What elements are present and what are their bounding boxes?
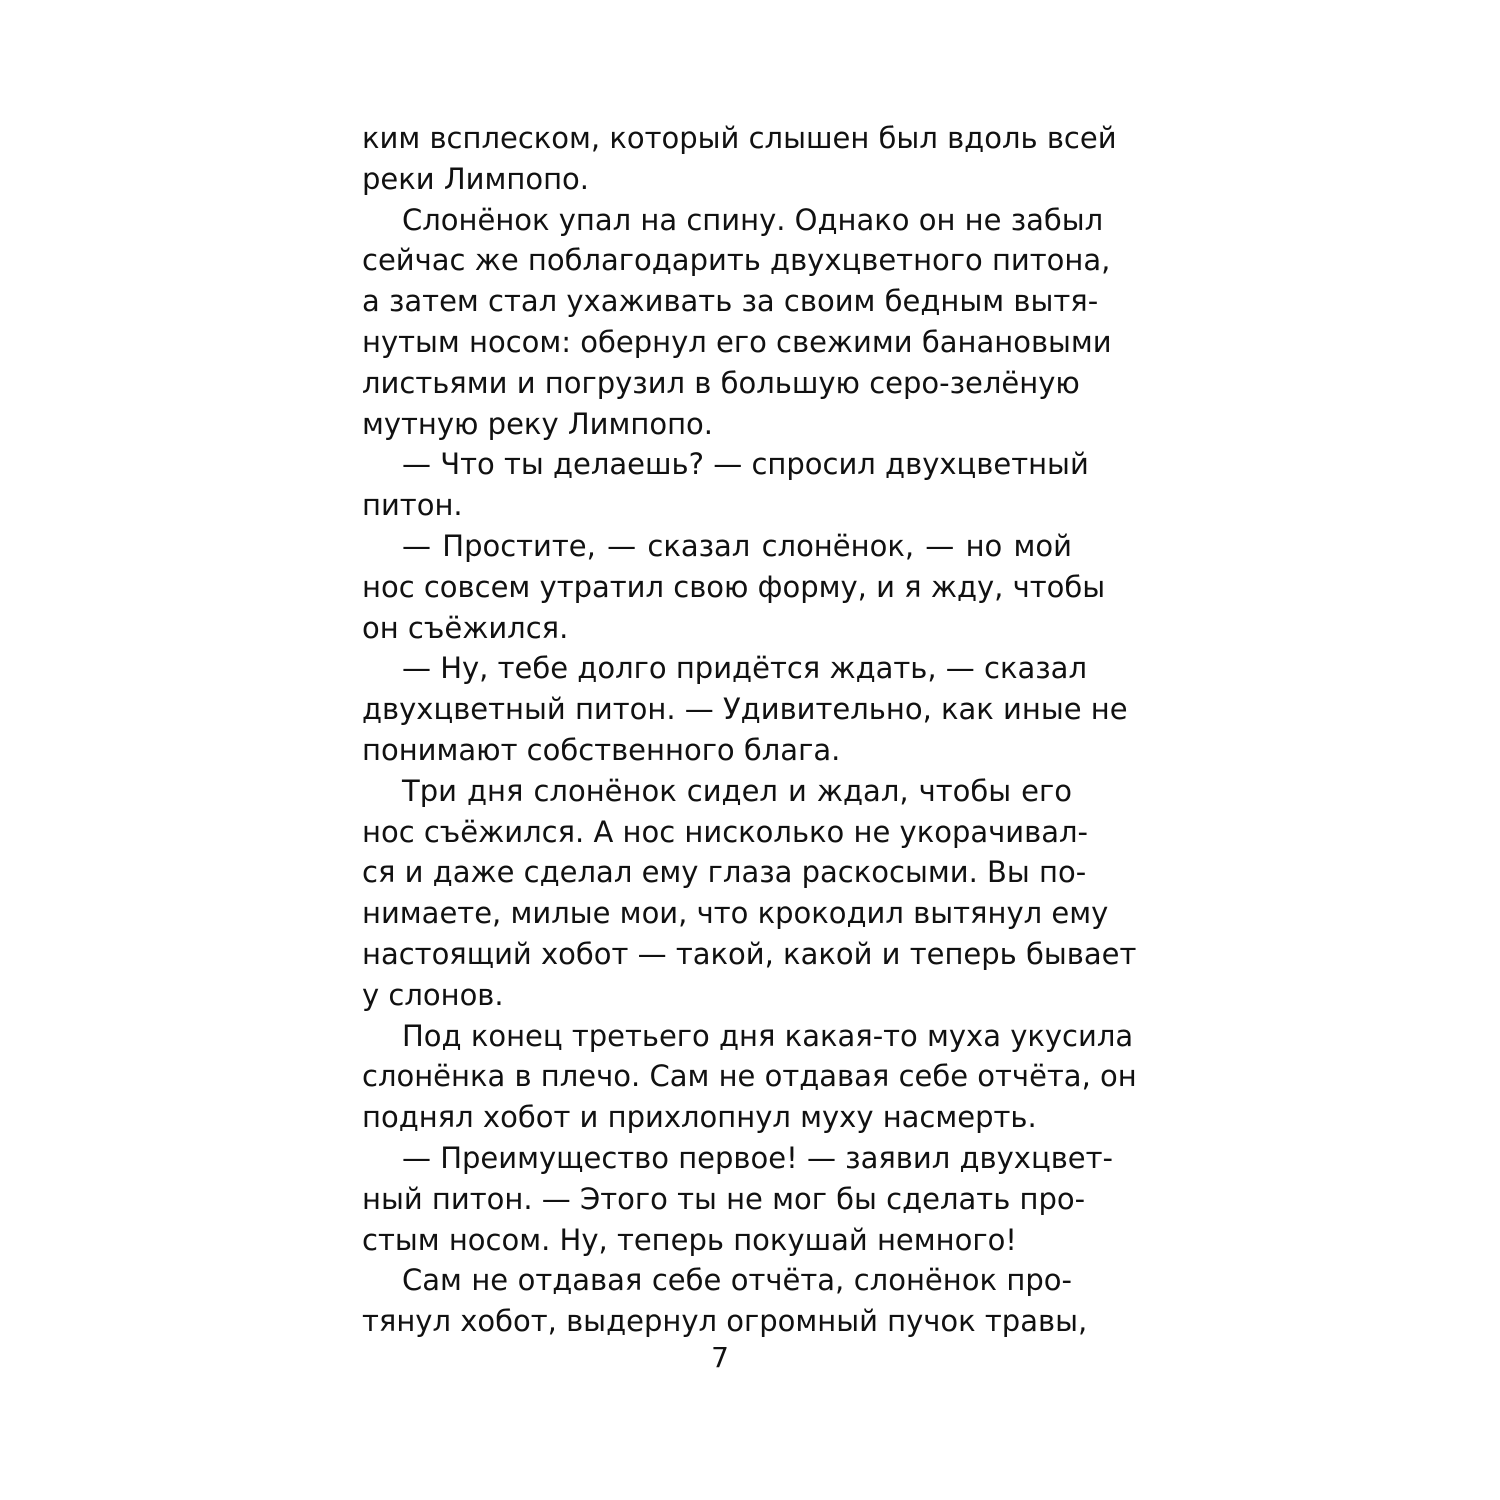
text-line: мутную реку Лимпопо.	[362, 406, 713, 441]
page-number: 7	[711, 1341, 729, 1374]
text-line: поднял хобот и прихлопнул муху насмерть.	[362, 1100, 1037, 1135]
text-line: Сам не отдавая себе отчёта, слонёнок про-	[402, 1263, 1072, 1298]
text-line: — Что ты делаешь? — спросил двухцветный	[402, 447, 1089, 482]
text-line: двухцветный питон. — Удивительно, как иные не	[362, 692, 1128, 727]
page-body-text	[362, 118, 1137, 1342]
text-line: Три дня слонёнок сидел и ждал, чтобы его	[402, 773, 1072, 808]
text-line: нимаете, милые мои, что крокодил вытянул ему	[362, 896, 1109, 931]
text-line: стым носом. Ну, теперь покушай немного!	[362, 1222, 1017, 1257]
text-line: слонёнка в плечо. Сам не отдавая себе отчёта, он	[362, 1059, 1137, 1094]
text-line: а затем стал ухаживать за своим бедным вытя-	[362, 284, 1099, 319]
text-line: Под конец третьего дня какая-то муха укусила	[402, 1018, 1134, 1053]
text-line: — Ну, тебе долго придётся ждать, — сказал	[402, 651, 1087, 686]
text-line: у слонов.	[362, 977, 504, 1012]
text-line: Слонёнок упал на спину. Однако он не забыл	[402, 202, 1104, 237]
text-line: понимают собственного блага.	[362, 732, 841, 767]
text-line: нос совсем утратил свою форму, и я жду, чтобы	[362, 569, 1106, 604]
text-line: — Простите, — сказал слонёнок, — но мой	[402, 528, 1072, 563]
text-line: ким всплеском, который слышен был вдоль всей	[362, 121, 1117, 155]
text-line: ный питон. — Этого ты не мог бы сделать про-	[362, 1181, 1086, 1216]
text-line: нос съёжился. А нос нисколько не укорачивал-	[362, 814, 1088, 849]
text-line: питон.	[362, 488, 463, 523]
text-line: листьями и погрузил в большую серо-зелёную	[362, 365, 1080, 400]
text-line: реки Лимпопо.	[362, 161, 589, 196]
text-line: сейчас же поблагодарить двухцветного питона,	[362, 243, 1111, 278]
text-line: он съёжился.	[362, 610, 569, 645]
text-line: тянул хобот, выдернул огромный пучок травы,	[362, 1304, 1088, 1339]
text-line: ся и даже сделал ему глаза раскосыми. Вы по-	[362, 855, 1087, 890]
text-line: — Преимущество первое! — заявил двухцвет-	[402, 1140, 1113, 1175]
text-line: настоящий хобот — такой, какой и теперь бывает	[362, 936, 1137, 971]
text-line: нутым носом: обернул его свежими банановыми	[362, 324, 1112, 359]
